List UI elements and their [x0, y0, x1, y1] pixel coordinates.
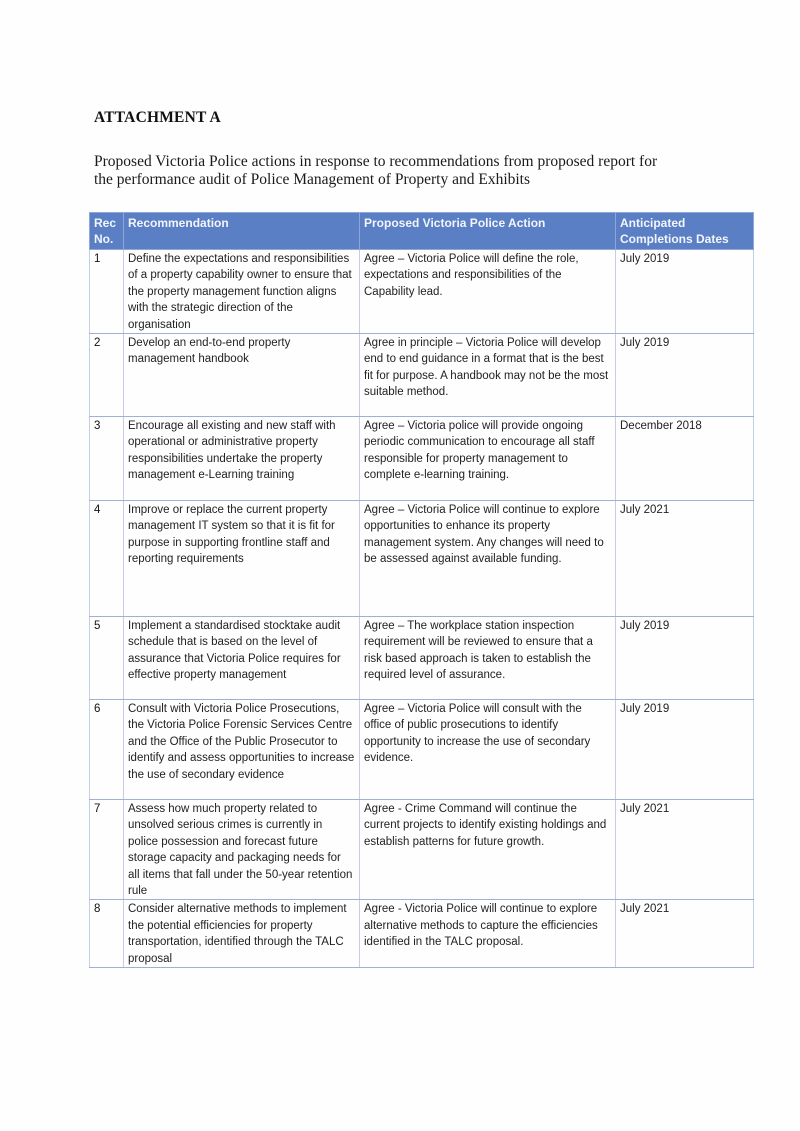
table-row — [90, 617, 754, 700]
rec-number: 5 — [90, 617, 124, 700]
action-cell: Agree - Crime Command will continue the current projects to identify existing holdings and establish patterns for future growth. — [360, 800, 616, 900]
header-recommendation: Recommendation — [124, 213, 360, 250]
date-cell: July 2019 — [616, 334, 754, 417]
table-row — [90, 501, 754, 617]
recommendations-table — [89, 212, 754, 968]
document-subtitle — [94, 153, 714, 189]
recommendation-cell: Assess how much property related to unsolved serious crimes is currently in police possession and forecast future storage capacity and packaging needs for all items that fall under the 50-year retention rule — [124, 800, 360, 900]
subtitle-line-1: Proposed Victoria Police actions in response to recommendations from proposed report for — [94, 153, 658, 170]
table-row — [90, 417, 754, 501]
rec-number: 3 — [90, 417, 124, 501]
table-row — [90, 800, 754, 900]
date-cell: July 2021 — [616, 900, 754, 968]
table-row — [90, 700, 754, 800]
action-cell: Agree in principle – Victoria Police will develop end to end guidance in a format that is the best fit for purpose. A handbook may not be the most suitable method. — [360, 334, 616, 417]
rec-number: 1 — [90, 250, 124, 334]
header-action: Proposed Victoria Police Action — [360, 213, 616, 250]
action-cell: Agree – Victoria police will provide ongoing periodic communication to encourage all staff responsible for property management to complete e-learning training. — [360, 417, 616, 501]
attachment-title: ATTACHMENT A — [94, 109, 221, 126]
date-cell: July 2021 — [616, 800, 754, 900]
recommendation-cell: Define the expectations and responsibilities of a property capability owner to ensure that the property management function aligns with the strategic direction of the organisation — [124, 250, 360, 334]
rec-number: 8 — [90, 900, 124, 968]
rec-number: 4 — [90, 501, 124, 617]
recommendation-cell: Consider alternative methods to implement the potential efficiencies for property transportation, identified through the TALC proposal — [124, 900, 360, 968]
table-row — [90, 334, 754, 417]
date-cell: July 2019 — [616, 700, 754, 800]
rec-number: 7 — [90, 800, 124, 900]
recommendation-cell: Consult with Victoria Police Prosecutions, the Victoria Police Forensic Services Centre and the Office of the Public Prosecutor to identify and assess opportunities to increase the use of secondary evidence — [124, 700, 360, 800]
action-cell: Agree – Victoria Police will consult with the office of public prosecutions to identify opportunity to increase the use of secondary evidence. — [360, 700, 616, 800]
recommendation-cell: Encourage all existing and new staff with operational or administrative property responsibilities undertake the property management e-Learning training — [124, 417, 360, 501]
recommendation-cell: Develop an end-to-end property management handbook — [124, 334, 360, 417]
date-cell: July 2019 — [616, 250, 754, 334]
header-date: Anticipated Completions Dates — [616, 213, 754, 250]
rec-number: 2 — [90, 334, 124, 417]
rec-number: 6 — [90, 700, 124, 800]
header-rec-no: Rec No. — [90, 213, 124, 250]
date-cell: December 2018 — [616, 417, 754, 501]
table-header-row — [90, 213, 754, 250]
action-cell: Agree – The workplace station inspection requirement will be reviewed to ensure that a risk based approach is taken to establish the required level of assurance. — [360, 617, 616, 700]
date-cell: July 2021 — [616, 501, 754, 617]
recommendation-cell: Improve or replace the current property management IT system so that it is fit for purpose in supporting frontline staff and reporting requirements — [124, 501, 360, 617]
subtitle-line-2: the performance audit of Police Management of Property and Exhibits — [94, 171, 531, 188]
action-cell: Agree - Victoria Police will continue to explore alternative methods to capture the efficiencies identified in the TALC proposal. — [360, 900, 616, 968]
table-row — [90, 900, 754, 968]
action-cell: Agree – Victoria Police will continue to explore opportunities to enhance its property management system. Any changes will need to be assessed against available funding. — [360, 501, 616, 617]
recommendation-cell: Implement a standardised stocktake audit schedule that is based on the level of assurance that Victoria Police requires for effective property management — [124, 617, 360, 700]
table-row — [90, 250, 754, 334]
action-cell: Agree – Victoria Police will define the role, expectations and responsibilities of the Capability lead. — [360, 250, 616, 334]
date-cell: July 2019 — [616, 617, 754, 700]
